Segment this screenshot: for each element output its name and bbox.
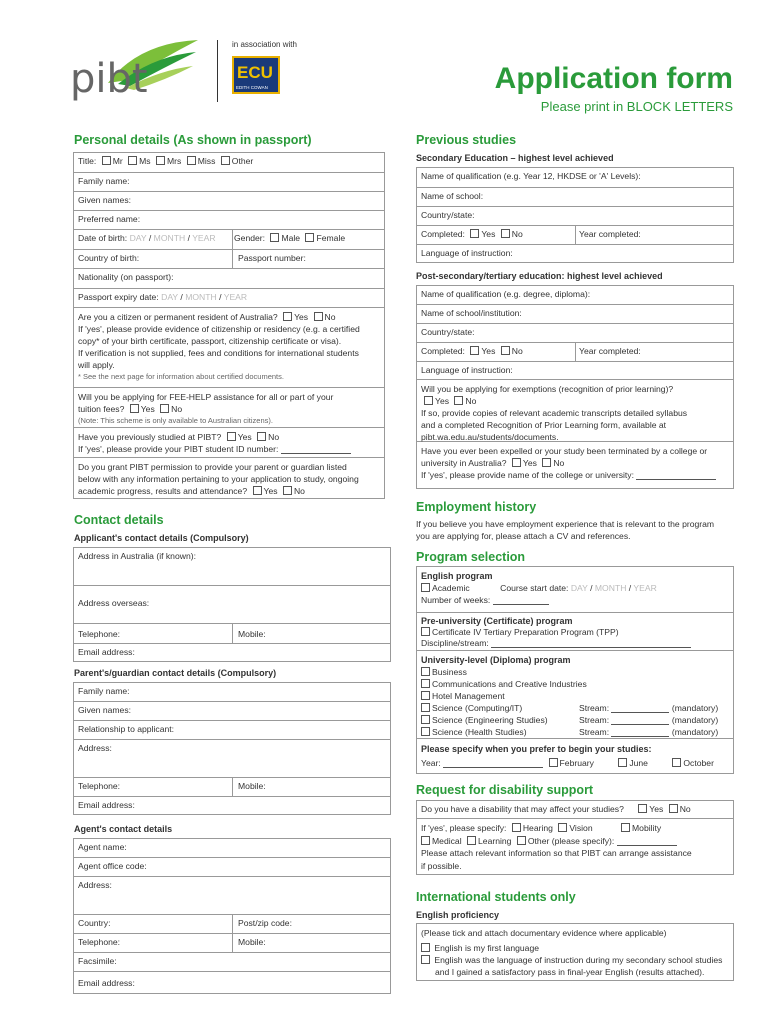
proficiency-subheading: English proficiency <box>416 910 500 920</box>
address-overseas-field[interactable]: Address overseas: <box>74 586 390 624</box>
title-row: Title: Mr Ms Mrs Miss Other <box>74 153 384 173</box>
agent-country-row <box>74 915 390 934</box>
disability-yes-checkbox[interactable] <box>638 804 647 813</box>
passport-number-field[interactable]: Passport number: <box>238 253 306 263</box>
expelled-yes-checkbox[interactable] <box>512 458 521 467</box>
uni-block: University-level (Diploma) program Business Communications and Creative Industries Hotel Management Science (Computing/IT) Stream: (mandatory) Science (Engineering Studies) Stream: (mandatory) Science (Health Studies) Stream: (mandatory) <box>417 651 733 739</box>
program-box <box>416 566 734 774</box>
birth-passport-row <box>74 250 384 269</box>
secondary-qual-field[interactable]: Name of qualification (e.g. Year 12, HKDSE or 'A' Levels): <box>417 168 733 188</box>
dob-month[interactable]: MONTH <box>153 233 186 243</box>
disability-heading: Request for disability support <box>416 783 594 797</box>
agent-address-field[interactable]: Address: <box>74 877 390 915</box>
comms-checkbox[interactable] <box>421 679 430 688</box>
ecu-logo: ECU EDITH COWAN <box>232 56 280 94</box>
agent-mobile-field[interactable]: Mobile: <box>238 937 266 947</box>
post-completed-yes[interactable] <box>470 346 479 355</box>
medical-checkbox[interactable] <box>421 836 430 845</box>
secondary-completed-no[interactable] <box>501 229 510 238</box>
citizen-block: Are you a citizen or permanent resident of Australia? Yes No If 'yes', please provide evidence of citizenship or residency (e.g. a certified copy* of your birth certificate, passport, citizenship certificate or visa). If verification is not supplied, fees and conditions for international students will apply. * See the next page for information about certified documents. <box>74 308 384 388</box>
institution-field[interactable]: Name of school/institution: <box>417 305 733 324</box>
fee-help-block: Will you be applying for FEE-HELP assistance for all or part of your tuition fees? Yes No (Note: This scheme is only available to Australian citizens). <box>74 388 384 428</box>
agent-telephone-field[interactable]: Telephone: <box>78 937 121 947</box>
sci-health-checkbox[interactable] <box>421 727 430 736</box>
permission-yes-checkbox[interactable] <box>253 486 262 495</box>
post-completed-row: Completed: Yes No Year completed: <box>417 343 733 362</box>
contact-heading: Contact details <box>74 513 164 527</box>
post-completed-no[interactable] <box>501 346 510 355</box>
post-box <box>416 285 734 489</box>
title-ms-checkbox[interactable] <box>128 156 137 165</box>
secondary-country-field[interactable]: Country/state: <box>417 207 733 226</box>
given-names-field[interactable]: Given names: <box>74 192 384 211</box>
begin-block: Please specify when you prefer to begin your studies: Year: February June October <box>421 744 714 768</box>
exemption-block: Will you be applying for exemptions (recognition of prior learning)? Yes No If so, provide copies of relevant academic transcripts detailed syllabus and a completed Recognition of Prior Learning form, available at pibt.wa.edu.au/students/documents. <box>417 380 733 442</box>
post-country-field[interactable]: Country/state: <box>417 324 733 343</box>
applicant-box <box>73 547 391 662</box>
first-language-checkbox[interactable] <box>421 943 430 952</box>
agent-country-field[interactable]: Country: <box>78 918 111 928</box>
parent-family-field[interactable]: Family name: <box>74 683 390 702</box>
pibt-wordmark: pibt <box>70 56 148 102</box>
fee-yes-checkbox[interactable] <box>130 404 139 413</box>
secondary-completed-yes[interactable] <box>470 229 479 238</box>
mobile-field[interactable]: Mobile: <box>238 629 266 639</box>
start-year[interactable]: YEAR <box>633 583 657 593</box>
studied-yes-checkbox[interactable] <box>227 432 236 441</box>
post-qual-field[interactable]: Name of qualification (e.g. degree, diploma): <box>417 286 733 305</box>
parent-email-field[interactable]: Email address: <box>78 800 135 810</box>
expelled-block: Have you ever been expelled or your study been terminated by a college or university in Australia? Yes No If 'yes', please provide name of the college or university: <box>417 442 733 490</box>
personal-box <box>73 152 385 499</box>
exempt-yes-checkbox[interactable] <box>424 396 433 405</box>
disability-detail-block: If 'yes', please specify: Hearing Vision Mobility Medical Learning Other (please specify): Please attach relevant information so that PIBT can arrange assistance if possible. <box>421 823 692 871</box>
post-language-field[interactable]: Language of instruction: <box>417 362 733 380</box>
email-field[interactable]: Email address: <box>78 647 135 657</box>
secondary-subheading: Secondary Education – highest level achieved <box>416 153 614 163</box>
sci-eng-stream-line[interactable] <box>611 716 669 725</box>
sci-health-stream-line[interactable] <box>611 728 669 737</box>
parent-tel-mobile-row <box>74 778 390 797</box>
page-title: Application form <box>494 62 733 95</box>
tpp-checkbox[interactable] <box>421 627 430 636</box>
mobility-checkbox[interactable] <box>621 823 630 832</box>
fee-no-checkbox[interactable] <box>160 404 169 413</box>
sci-it-stream-line[interactable] <box>611 704 669 713</box>
agent-postcode-field[interactable]: Post/zip code: <box>238 918 292 928</box>
secondary-language-field[interactable]: Language of instruction: <box>421 248 513 258</box>
gender-field: Gender: Male Female <box>234 233 346 243</box>
international-box: (Please tick and attach documentary evidence where applicable) English is my first language English was the language of instruction during my secondary school studies and I gained a satisfactory pass in final-year English (results attached). <box>416 923 734 981</box>
post-subheading: Post-secondary/tertiary education: highest level achieved <box>416 271 663 281</box>
relationship-field[interactable]: Relationship to applicant: <box>74 721 390 740</box>
assoc-text: in association with <box>232 40 297 49</box>
female-checkbox[interactable] <box>305 233 314 242</box>
address-australia-field[interactable]: Address in Australia (if known): <box>74 548 390 586</box>
male-checkbox[interactable] <box>270 233 279 242</box>
previous-heading: Previous studies <box>416 133 517 147</box>
agent-code-field[interactable]: Agent office code: <box>74 858 390 877</box>
international-heading: International students only <box>416 890 576 904</box>
tel-mobile-row <box>74 624 390 644</box>
expiry-month[interactable]: MONTH <box>185 292 217 302</box>
parent-address-field[interactable]: Address: <box>74 740 390 778</box>
agent-fax-field[interactable]: Facsimile: <box>74 953 390 972</box>
english-program-block: English program Academic Course start date: DAY / MONTH / YEAR Number of weeks: <box>417 567 733 613</box>
page-subtitle: Please print in BLOCK LETTERS <box>540 99 733 114</box>
weeks-line[interactable] <box>493 596 549 605</box>
secondary-box <box>416 167 734 263</box>
preferred-name-field[interactable]: Preferred name: <box>74 211 384 230</box>
pibt-logo <box>68 38 203 108</box>
learning-checkbox[interactable] <box>467 836 476 845</box>
sci-eng-checkbox[interactable] <box>421 715 430 724</box>
agent-email-field[interactable]: Email address: <box>78 978 135 988</box>
secondary-completed-row: Completed: Yes No Year completed: <box>417 226 733 245</box>
disability-no-checkbox[interactable] <box>669 804 678 813</box>
expelled-college-line[interactable] <box>636 471 716 480</box>
telephone-field[interactable]: Telephone: <box>78 629 121 639</box>
disability-q-row: Do you have a disability that may affect your studies? Yes No <box>417 801 733 819</box>
program-heading: Program selection <box>416 550 526 564</box>
parent-telephone-field[interactable]: Telephone: <box>78 781 121 791</box>
post-year-field[interactable]: Year completed: <box>579 346 641 356</box>
country-of-birth-field[interactable]: Country of birth: <box>78 253 140 263</box>
begin-year-line[interactable] <box>443 759 543 768</box>
title-miss-checkbox[interactable] <box>187 156 196 165</box>
parent-subheading: Parent's/guardian contact details (Compulsory) <box>74 668 277 678</box>
employment-heading: Employment history <box>416 500 537 514</box>
dob-year[interactable]: YEAR <box>192 233 216 243</box>
personal-heading: Personal details (As shown in passport) <box>74 133 312 147</box>
studied-block: Have you previously studied at PIBT? Yes No If 'yes', please provide your PIBT student ID number: <box>74 428 384 458</box>
studied-no-checkbox[interactable] <box>257 432 266 441</box>
feb-checkbox[interactable] <box>549 758 558 767</box>
dob-day[interactable]: DAY <box>129 233 147 243</box>
start-month[interactable]: MONTH <box>594 583 627 593</box>
title-other-checkbox[interactable] <box>221 156 230 165</box>
exempt-no-checkbox[interactable] <box>454 396 463 405</box>
start-day[interactable]: DAY <box>570 583 588 593</box>
secondary-year-field[interactable]: Year completed: <box>579 229 641 239</box>
parent-given-field[interactable]: Given names: <box>74 702 390 721</box>
expiry-row: Passport expiry date: DAY / MONTH / YEAR <box>74 289 384 308</box>
other-disability-line[interactable] <box>617 837 677 846</box>
parent-box <box>73 682 391 815</box>
sci-it-checkbox[interactable] <box>421 703 430 712</box>
other-disability-checkbox[interactable] <box>517 836 526 845</box>
instruction-checkbox[interactable] <box>421 955 430 964</box>
hotel-checkbox[interactable] <box>421 691 430 700</box>
expelled-no-checkbox[interactable] <box>542 458 551 467</box>
permission-no-checkbox[interactable] <box>283 486 292 495</box>
permission-block: Do you grant PIBT permission to provide your parent or guardian listed below with any information pertaining to your application to study, ongoing academic progress, results and attendance? Yes No <box>78 462 359 496</box>
june-checkbox[interactable] <box>618 758 627 767</box>
nationality-field[interactable]: Nationality (on passport): <box>74 269 384 289</box>
citizen-no-checkbox[interactable] <box>314 312 323 321</box>
student-id-line[interactable] <box>281 445 351 454</box>
citizen-yes-checkbox[interactable] <box>283 312 292 321</box>
title-mrs-checkbox[interactable] <box>156 156 165 165</box>
agent-box <box>73 838 391 994</box>
expiry-day[interactable]: DAY <box>161 292 179 302</box>
title-mr-checkbox[interactable] <box>102 156 111 165</box>
business-checkbox[interactable] <box>421 667 430 676</box>
discipline-line[interactable] <box>491 639 691 648</box>
preuni-block: Pre-university (Certificate) program Certificate IV Tertiary Preparation Program (TPP) Discipline/stream: <box>417 613 733 651</box>
agent-tel-row <box>74 934 390 953</box>
dob-row: Date of birth: DAY / MONTH / YEAR Gender: Male Female <box>74 230 384 250</box>
applicant-subheading: Applicant's contact details (Compulsory) <box>74 533 249 543</box>
agent-name-field[interactable]: Agent name: <box>74 839 390 858</box>
agent-subheading: Agent's contact details <box>74 824 173 834</box>
disability-box <box>416 800 734 875</box>
oct-checkbox[interactable] <box>672 758 681 767</box>
expiry-year[interactable]: YEAR <box>223 292 248 302</box>
school-name-field[interactable]: Name of school: <box>417 188 733 207</box>
employment-text: If you believe you have employment experience that is relevant to the program you are applying for, please attach a CV and references. <box>416 519 715 541</box>
family-name-field[interactable]: Family name: <box>74 173 384 192</box>
hearing-checkbox[interactable] <box>512 823 521 832</box>
header-divider <box>217 40 218 102</box>
vision-checkbox[interactable] <box>558 823 567 832</box>
academic-checkbox[interactable] <box>421 583 430 592</box>
parent-mobile-field[interactable]: Mobile: <box>238 781 266 791</box>
